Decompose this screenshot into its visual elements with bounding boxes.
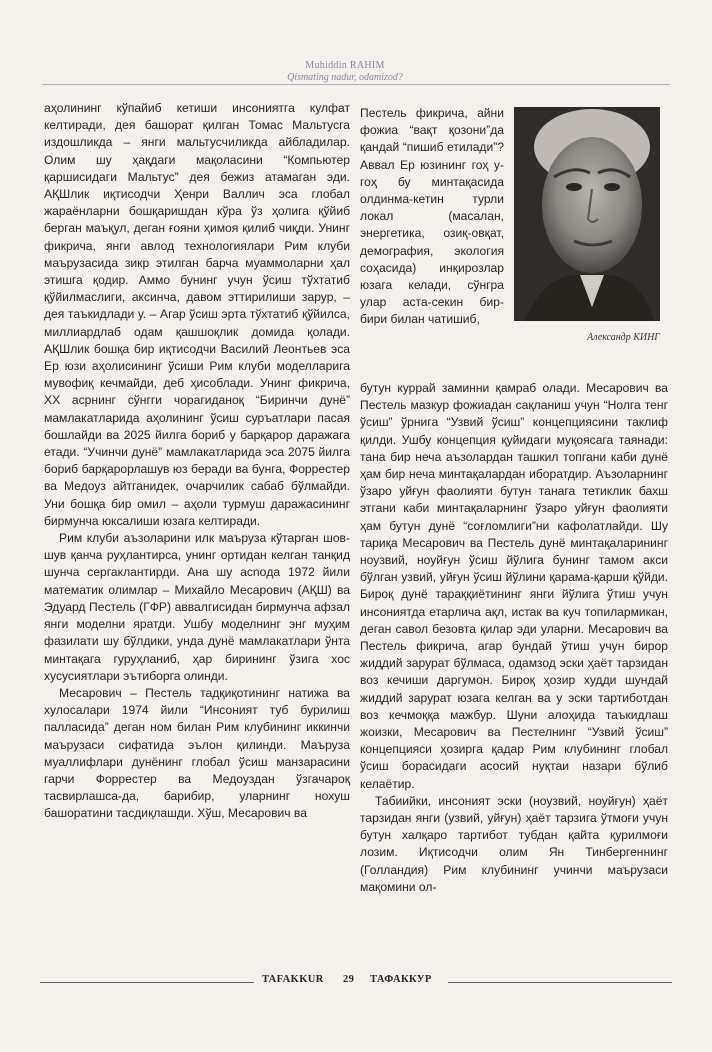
portrait-photo	[514, 107, 660, 321]
photo-caption: Александр КИНГ	[587, 332, 660, 343]
footer-journal-cyrillic: ТАФАККУР	[370, 974, 432, 985]
left-column	[44, 100, 350, 823]
paragraph: аҳолининг кўпайиб кетиши инсониятга кулфат келтиради, дея башорат қилган Томас Мальтусга издошликда – янги мальтусчиликда айбладилар. Олим шу ҳақдаги мақоласини “Компьютер қаршисидаги Мальтус” дея бежиз атамаган эди. АҚШлик иқтисодчи Ҳенри Валлич эса глобал жараёнларни бошқаришдан кўра ўз ҳолига қўйиб берган маъқул, деган ғояни ҳимоя қилиб чиқди. Унинг фикрича, янги авлод технологиялари Рим клуби маърузасида зикр этилган барча муаммоларни ҳал этишга қодир. Аммо бунинг учун ўсиш тўхтатиб қўйилмаслиги, аксинча, давом эттирилиши зарур, – дея таъкидлади у. – Агар ўсиш эрта тўхтатиб қўйилса, миллиардлаб одам қашшоқлик домида қолади. АҚШлик бошқа бир иқтисодчи Василий Леонтьев эса Ер юзи аҳолисининг ўсиши Рим клуби моделларига мувофиқ кечмайди, деб ҳисоблади. Унинг фикрича, XX асрнинг сўнгги чорагиданоқ “Биринчи дунё” мамлакатларида аҳолининг ўсиш суръатлари пасая бошлайди ва 2025 йилга бориб у барқарор даражага етади. “Учинчи дунё” мамлакатларида эса 2075 йилга бориб барқарорлашув юз беради ва бунга, Форрестер ва Медоуз айтганидек, очарчилик сабаб бўлмайди. Уни бошқа бир омил – аҳоли турмуш даражасининг бирмунча юксалиши юзага келтиради.	[44, 101, 350, 528]
running-header-title: Qismating nadur, odamizod?	[287, 72, 403, 83]
right-column	[360, 380, 668, 896]
footer-rule-left	[40, 982, 254, 983]
paragraph: бутун куррай заминни қамраб олади. Месарович ва Пестель мазкур фожиадан сақланиш учун “Нолга тенг ўсиш” ўрнига “Узвий ўсиш” концепциясини таклиф қилди. Ушбу концепция қуйидаги муқоясага таянади: тана бир неча аъзолардан ташкил топгани каби дунё ҳам бир неча минтақалардан иборатдир. Аъзоларнинг ўзаро уйғун фаолияти бутун танага тетиклик бахш этгани каби минтақаларнинг ўзаро уйғун фаолияти ҳам бутун дунё “соғломлиги”ни кафолатлайди. Шу тариқа Месарович ва Пестель дунё минтақаларининг ноузвий, ноуйғун ўсиш йўлига бунинг тамом акси бўлган узвий, уйғун ўсиш йўлини қарама-қарши қўйди. Бироқ дунё тараққиётининг янги йўлига ўтиш учун инсониятда етарлича ақл, истак ва куч топилармикан, деган савол безовта қилар эди уларни. Месарович ва Пестель фикрича, агар бундай ўтиш учун бирор жиддий зарурат бўлмаса, одамзод эски ҳаёт тарзидан воз кечиши даргумон. Бироқ ҳозир худди шундай жиддий зарурат юзага келган ва у эски тартиботдан воз кечмоққа мажбур. Шуни алоҳида таъкидлаш жоизки, Месарович ва Пестелнинг “Узвий ўсиш” концепцияси ҳозирга қадар Рим клубининг глобал ўсиш борасидаги асосий нуқтаи назари бўлиб келаётир.	[360, 381, 668, 791]
page-number: 29	[343, 974, 355, 985]
footer-journal-latin: TAFAKKUR	[262, 974, 324, 985]
right-column-top	[360, 105, 504, 329]
header-rule	[42, 84, 670, 85]
footer-rule-right	[448, 982, 672, 983]
page-footer	[0, 974, 712, 990]
running-header-author: Muhiddin RAHIM	[305, 60, 385, 71]
paragraph: Пестель фикрича, айни фожиа “вақт қозони”да қандай “пишиб етилади”? Аввал Ер юзининг гоҳ у-гоҳ бу минтақасида олдинма-кетин турли локал (масалан, энергетика, озиқ-овқат, демография, экология соҳасида) инқирозлар юзага келади, сўнгра улар аста-секин бир-бири билан чатишиб,	[360, 106, 504, 327]
paragraph: Табиийки, инсоният эски (ноузвий, ноуйғун) ҳаёт тарзидан янги (узвий, уйғун) ҳаёт тарзига ўтмоғи учун бутун халқаро тартибот тубдан қайта қурилмоғи лозим. Иқтисодчи олим Ян Тинбергеннинг (Голландия) Рим клубининг учинчи маърузаси мақомини ол-	[360, 793, 668, 894]
paragraph: Месарович – Пестель тадқиқотининг натижа ва хулосалари 1974 йили “Инсоният туб бурилиш палласида” деган ном билан Рим клубининг иккинчи маърузаси сифатида эълон қилинди. Маъруза муаллифлари дунёнинг глобал ўсиш манзарасини гарчи Форрестер ва Медоуздан ўзгачароқ тасвирлашса-да, барибир, уларнинг нохуш башоратини тасдиқлашди. Хўш, Месарович ва	[44, 685, 350, 821]
paragraph: Рим клуби аъзоларини илк маъруза кўтарган шов-шув қанча руҳлантирса, унинг ортидан келган танқид шунча сергаклантирди. Ана шу асnoда 1972 йили математик олимлар – Михайло Месарович (АҚШ) ва Эдуард Пестель (ГФР) аввалгисидан бирмунча афзал янги моделни яратди. Ушбу моделнинг энг муҳим фазилати шу бўлдики, унда дунё мамлакатлари ўнта минтақага гуруҳланиб, ҳар бирининг ўзига хос хусусиятлари эътиборга олинди.	[44, 531, 350, 683]
